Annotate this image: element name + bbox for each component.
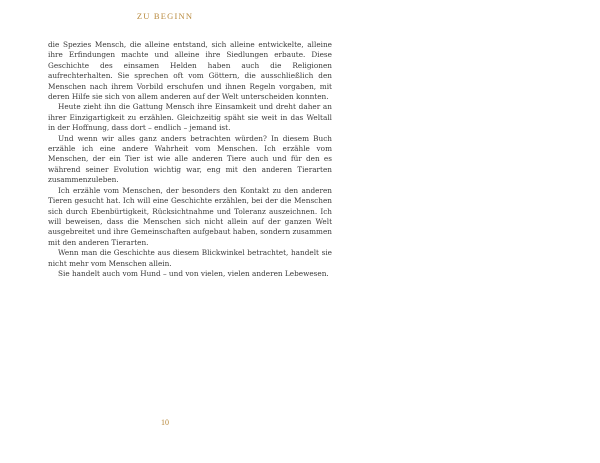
paragraph-3: Und wenn wir alles ganz anders betrachten würden? In diesem Buch erzähle ich eine andere Wahrheit vom Menschen. Ich erzähle vom Menschen, der ein Tier ist wie alle anderen Tiere auch und für den es während seiner Evolution wichtig war, eng mit den anderen Tierarten zusammenzuleben. [48,133,332,185]
paragraph-5: Wenn man die Geschichte aus diesem Blickwinkel betrachtet, handelt sie nicht mehr vom Menschen allein. [48,248,332,268]
body-text [48,40,332,279]
paragraph-4: Ich erzähle vom Menschen, der besonders den Kontakt zu den anderen Tieren gesucht hat. Ich will eine Geschichte erzählen, bei der die Menschen sich durch Ebenbürtigkeit, Rücksichtnahme und Toleranz auszeichnen. Ich will beweisen, dass die Menschen sich nicht allein auf der ganzen Welt ausgebreitet und ihre Gemeinschaften aufgebaut haben, sondern zusammen mit den anderen Tierarten. [48,185,332,247]
paragraph-6: Sie handelt auch vom Hund – und von vielen, vielen anderen Lebewesen. [58,268,329,278]
paragraph-2: Heute zieht ihn die Gattung Mensch ihre Einsamkeit und dreht daher an ihrer Einzigartigkeit zu erzählen. Gleichzeitig späht sie weit in das Weltall in der Hoffnung, dass dort – endlich – jemand ist. [48,102,332,133]
page-number: 10 [161,418,169,427]
running-head: ZU BEGINN [136,11,194,21]
paragraph-1: die Spezies Mensch, die alleine entstand, sich alleine entwickelte, alleine ihre Erfindungen machte und alleine ihre Siedlungen erbaute. Diese Geschichte des einsamen Helden haben auch die Religionen aufrechterhalten. Sie sprechen oft vom Göttern, die ausschließlich den Menschen nach ihrem Vorbild erschufen und ihnen Regeln vorgaben, mit deren Hilfe sie sich von allem anderen auf der Welt unterscheiden konnten. [48,40,332,102]
